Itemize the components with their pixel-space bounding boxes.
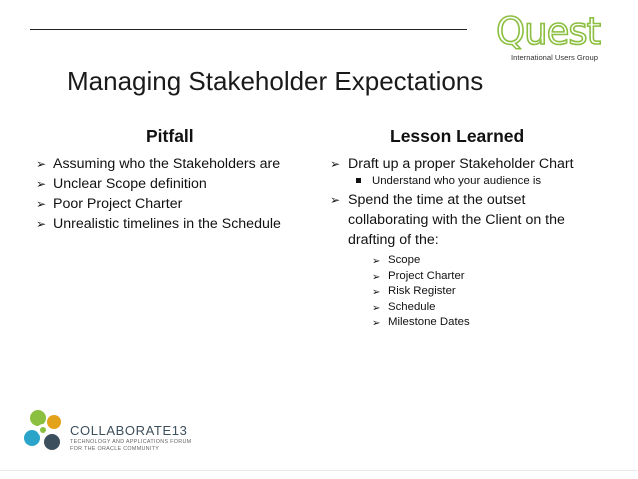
arrow-bullet-icon: ➢ — [36, 197, 47, 211]
lesson-item-text: Draft up a proper Stakeholder Chart — [348, 156, 574, 172]
pitfall-item — [36, 214, 326, 234]
pitfall-item — [36, 174, 326, 194]
pitfall-list — [36, 154, 326, 234]
collaborate-tagline-1: TECHNOLOGY AND APPLICATIONS FORUM — [70, 439, 192, 445]
lesson-item — [330, 190, 620, 331]
quest-logo — [496, 10, 614, 66]
arrow-bullet-icon: ➢ — [36, 177, 47, 191]
lesson-subitem-text: Milestone Dates — [388, 316, 470, 329]
lesson-subitem — [330, 174, 620, 188]
pitfall-heading: Pitfall — [146, 126, 194, 146]
arrow-bullet-icon: ➢ — [372, 271, 381, 283]
pitfall-item-text: Assuming who the Stakeholders are — [53, 156, 281, 172]
lesson-list — [330, 154, 620, 331]
arrow-bullet-icon: ➢ — [372, 302, 381, 314]
lesson-subitem-text: Project Charter — [388, 269, 465, 282]
lesson-subitem — [372, 253, 620, 269]
lesson-subitem-text: Understand who your audience is — [372, 175, 542, 187]
quest-logo-subtitle: International Users Group — [511, 53, 598, 62]
lesson-item-text: Spend the time at the outset collaborating with the Client on the drafting of the: — [348, 192, 565, 248]
collaborate-wordmark — [70, 423, 187, 438]
collaborate-name: COLLABORATE — [70, 423, 172, 438]
lesson-subitem — [372, 284, 620, 300]
arrow-bullet-icon: ➢ — [372, 287, 381, 299]
pitfall-item — [36, 194, 326, 214]
lesson-subitem-text: Risk Register — [388, 285, 456, 298]
collaborate-number: 13 — [171, 423, 188, 438]
arrow-bullet-icon: ➢ — [372, 318, 381, 330]
pitfall-item-text: Unclear Scope definition — [53, 176, 207, 192]
arrow-bullet-icon: ➢ — [330, 193, 341, 207]
arrow-bullet-icon: ➢ — [372, 256, 381, 267]
pitfall-item-text: Unrealistic timelines in the Schedule — [53, 216, 281, 232]
lesson-subitem — [372, 315, 620, 331]
lesson-subitem — [372, 269, 620, 285]
lesson-subitem — [372, 300, 620, 316]
collaborate-logo — [22, 408, 202, 458]
square-bullet-icon — [356, 178, 361, 183]
arrow-bullet-icon: ➢ — [330, 157, 341, 171]
slide-title: Managing Stakeholder Expectations — [67, 66, 484, 96]
arrow-bullet-icon: ➢ — [36, 217, 47, 231]
lesson-learned-heading: Lesson Learned — [390, 126, 525, 146]
lesson-sublist — [372, 253, 620, 331]
footer-divider — [0, 470, 638, 471]
lesson-subitem-text: Schedule — [388, 300, 436, 313]
collaborate-emblem-icon — [22, 408, 68, 456]
lesson-subitem-text: Scope — [388, 254, 421, 266]
pitfall-item-text: Poor Project Charter — [53, 196, 183, 212]
quest-logo-word: Quest — [496, 10, 601, 53]
collaborate-tagline-2: FOR THE ORACLE COMMUNITY — [70, 446, 160, 452]
lesson-item — [330, 154, 620, 174]
pitfall-item — [36, 154, 326, 174]
arrow-bullet-icon: ➢ — [36, 157, 47, 171]
top-divider — [30, 29, 467, 30]
